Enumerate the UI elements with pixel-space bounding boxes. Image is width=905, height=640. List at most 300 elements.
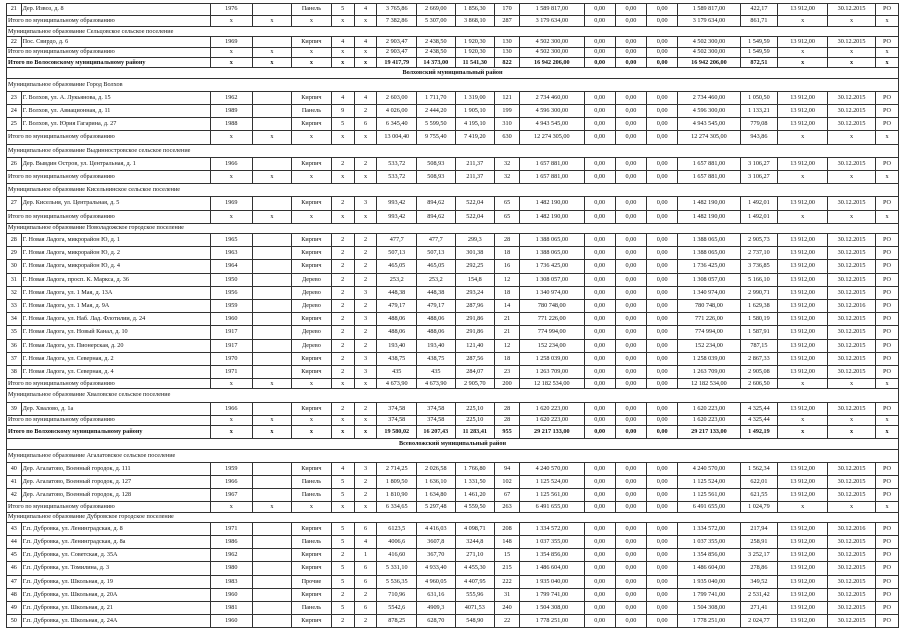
table-cell: 0,00 bbox=[615, 91, 646, 104]
table-cell: 2 bbox=[354, 615, 377, 628]
table-cell: 0,00 bbox=[647, 415, 678, 425]
table-cell: 45 bbox=[7, 549, 22, 562]
table-cell: 12 182 534,00 bbox=[520, 379, 585, 389]
table-cell: 488,06 bbox=[377, 313, 417, 326]
table-cell: 0,00 bbox=[647, 299, 678, 312]
table-row bbox=[7, 313, 899, 326]
table-cell: x bbox=[354, 210, 377, 223]
table-cell: 13 912,00 bbox=[778, 326, 828, 339]
table-cell: 1 580,19 bbox=[740, 313, 777, 326]
table-cell: 1 657 881,00 bbox=[520, 157, 585, 170]
table-cell: 49 bbox=[7, 602, 22, 615]
table-cell: 2 bbox=[331, 588, 354, 601]
table-cell: 170 bbox=[495, 4, 520, 16]
table-cell: 6123,5 bbox=[377, 522, 417, 535]
subtotal-row bbox=[7, 131, 899, 144]
table-cell: 222 bbox=[495, 575, 520, 588]
table-cell: 4 bbox=[331, 37, 354, 47]
table-cell: 1 037 355,00 bbox=[520, 536, 585, 549]
table-cell: 30.12.2015 bbox=[828, 352, 876, 365]
table-cell: x bbox=[210, 58, 252, 68]
table-row bbox=[7, 588, 899, 601]
table-cell: 2 438,50 bbox=[417, 37, 456, 47]
table-cell: x bbox=[875, 131, 898, 144]
table-cell bbox=[252, 91, 292, 104]
table-cell: Дерево bbox=[292, 273, 332, 286]
table-cell: 0,00 bbox=[584, 91, 615, 104]
table-cell: 152 234,00 bbox=[678, 339, 740, 352]
table-cell: 780 748,00 bbox=[520, 299, 585, 312]
table-cell: Дерево bbox=[292, 326, 332, 339]
table-cell: 30.12.2015 bbox=[828, 260, 876, 273]
table-cell: 0,00 bbox=[647, 475, 678, 488]
table-cell: 0,00 bbox=[615, 379, 646, 389]
table-cell: 0,00 bbox=[647, 352, 678, 365]
subtotal-row bbox=[7, 415, 899, 425]
table-cell: 4 960,05 bbox=[417, 575, 456, 588]
table-cell: 13 912,00 bbox=[778, 536, 828, 549]
table-cell: 1 589 817,00 bbox=[520, 4, 585, 16]
table-cell: x bbox=[331, 47, 354, 57]
table-cell: Кирпич bbox=[292, 522, 332, 535]
district-title: Всеволожский муниципальный район bbox=[7, 439, 899, 449]
table-cell: 6 bbox=[354, 118, 377, 131]
table-cell: 13 004,40 bbox=[377, 131, 417, 144]
table-cell: x bbox=[331, 426, 354, 439]
table-cell: 2 bbox=[354, 339, 377, 352]
table-cell: 37 bbox=[7, 352, 22, 365]
table-cell: x bbox=[778, 15, 828, 27]
table-cell: Кирпич bbox=[292, 615, 332, 628]
address-cell: Г. Новая Ладога, ул. 1 Мая, д. 13А bbox=[21, 286, 210, 299]
table-cell: 0,00 bbox=[647, 58, 678, 68]
table-cell: Панель bbox=[292, 602, 332, 615]
table-cell: x bbox=[778, 170, 828, 183]
table-cell: 0,00 bbox=[647, 273, 678, 286]
table-cell: РО bbox=[875, 562, 898, 575]
address-cell: Г. Новая Ладога, ул. Северная, д. 2 bbox=[21, 352, 210, 365]
address-cell: Г. Новая Ладога, ул. Наб. Лад. Флотилии, д. 24 bbox=[21, 313, 210, 326]
table-cell: 0,00 bbox=[615, 575, 646, 588]
address-cell: Дер. Извоз, д. 8 bbox=[21, 4, 210, 16]
table-cell: РО bbox=[875, 462, 898, 475]
table-cell: x bbox=[210, 379, 252, 389]
table-cell: РО bbox=[875, 588, 898, 601]
table-cell: 42 bbox=[7, 489, 22, 502]
table-cell: x bbox=[252, 170, 292, 183]
table-row bbox=[7, 475, 899, 488]
table-cell: 3 106,27 bbox=[740, 157, 777, 170]
table-row bbox=[7, 615, 899, 628]
table-cell: x bbox=[875, 47, 898, 57]
table-cell: x bbox=[778, 502, 828, 512]
table-cell: 30.12.2015 bbox=[828, 326, 876, 339]
table-cell: РО bbox=[875, 475, 898, 488]
table-cell: 4 bbox=[354, 91, 377, 104]
table-cell: РО bbox=[875, 234, 898, 247]
table-cell: 1960 bbox=[210, 615, 252, 628]
table-cell: 0,00 bbox=[584, 118, 615, 131]
table-row bbox=[7, 234, 899, 247]
table-cell: РО bbox=[875, 326, 898, 339]
district-header-row bbox=[7, 439, 899, 449]
table-cell: 2 444,20 bbox=[417, 105, 456, 118]
table-cell: 13 912,00 bbox=[778, 313, 828, 326]
table-cell: 0,00 bbox=[584, 475, 615, 488]
table-cell: x bbox=[354, 379, 377, 389]
table-cell: 628,70 bbox=[417, 615, 456, 628]
table-cell: 1 935 040,00 bbox=[520, 575, 585, 588]
table-cell: 993,42 bbox=[377, 210, 417, 223]
table-cell: x bbox=[252, 415, 292, 425]
table-cell: РО bbox=[875, 157, 898, 170]
table-cell: 522,04 bbox=[455, 210, 495, 223]
municipality-title: Муниципальное образование Город Волхов bbox=[7, 78, 899, 91]
table-cell: 291,86 bbox=[455, 326, 495, 339]
table-cell: 1 549,59 bbox=[740, 47, 777, 57]
municipality-title: Муниципальное образование Новоладожское городское поселение bbox=[7, 223, 899, 233]
table-cell: x bbox=[875, 426, 898, 439]
table-cell: 0,00 bbox=[647, 489, 678, 502]
table-cell: 1963 bbox=[210, 247, 252, 260]
table-cell: 955 bbox=[495, 426, 520, 439]
table-cell: 1 482 190,00 bbox=[678, 210, 740, 223]
table-cell: 7 382,86 bbox=[377, 15, 417, 27]
table-cell: x bbox=[875, 15, 898, 27]
table-cell: x bbox=[778, 415, 828, 425]
subtotal-row bbox=[7, 210, 899, 223]
subtotal-label: Итого по муниципальному образованию bbox=[7, 170, 211, 183]
address-cell: Г.п. Дубровка, ул. Школьная, д. 24А bbox=[21, 615, 210, 628]
table-cell: 1 482 190,00 bbox=[520, 210, 585, 223]
table-cell: 46 bbox=[7, 562, 22, 575]
table-cell: 2 bbox=[354, 234, 377, 247]
table-cell: x bbox=[778, 47, 828, 57]
table-cell: 1 549,59 bbox=[740, 37, 777, 47]
table-cell: 301,38 bbox=[455, 247, 495, 260]
table-cell: 4 416,03 bbox=[417, 522, 456, 535]
table-cell: 1 778 251,00 bbox=[520, 615, 585, 628]
table-cell: 0,00 bbox=[647, 339, 678, 352]
table-cell: 13 912,00 bbox=[778, 615, 828, 628]
table-cell: 18 bbox=[495, 352, 520, 365]
table-cell: 0,00 bbox=[615, 489, 646, 502]
table-cell: x bbox=[331, 170, 354, 183]
table-cell: 2 bbox=[331, 247, 354, 260]
table-cell: 0,00 bbox=[584, 365, 615, 378]
table-cell: 299,3 bbox=[455, 234, 495, 247]
table-cell: 0,00 bbox=[647, 602, 678, 615]
municipality-header-row bbox=[7, 389, 899, 402]
table-cell: 14 373,00 bbox=[417, 58, 456, 68]
table-cell: РО bbox=[875, 37, 898, 47]
table-cell: 41 bbox=[7, 475, 22, 488]
table-cell: Дерево bbox=[292, 299, 332, 312]
table-cell bbox=[252, 575, 292, 588]
table-cell: 0,00 bbox=[647, 379, 678, 389]
table-cell: 29 217 133,00 bbox=[678, 426, 740, 439]
table-cell: 4 502 300,00 bbox=[678, 47, 740, 57]
table-cell: 6 334,65 bbox=[377, 502, 417, 512]
table-cell: 2 bbox=[354, 247, 377, 260]
table-cell: РО bbox=[875, 197, 898, 210]
municipality-header-row bbox=[7, 144, 899, 157]
table-cell: 2 bbox=[354, 326, 377, 339]
table-cell: 4 559,50 bbox=[455, 502, 495, 512]
table-cell: 548,90 bbox=[455, 615, 495, 628]
table-cell: 0,00 bbox=[615, 402, 646, 415]
table-cell: 0,00 bbox=[647, 575, 678, 588]
table-cell: 1 263 709,00 bbox=[678, 365, 740, 378]
table-cell: 4 502 300,00 bbox=[520, 37, 585, 47]
table-cell: 2 603,00 bbox=[377, 91, 417, 104]
table-cell: 0,00 bbox=[647, 210, 678, 223]
table-row bbox=[7, 352, 899, 365]
table-cell: 0,00 bbox=[584, 426, 615, 439]
table-cell: 4 bbox=[354, 4, 377, 16]
table-cell: 2 bbox=[354, 299, 377, 312]
table-cell: 21 bbox=[495, 326, 520, 339]
table-cell: 0,00 bbox=[615, 131, 646, 144]
table-cell: 508,93 bbox=[417, 157, 456, 170]
table-cell bbox=[252, 157, 292, 170]
table-cell: 6 345,40 bbox=[377, 118, 417, 131]
table-cell: x bbox=[292, 426, 332, 439]
table-cell: 0,00 bbox=[615, 352, 646, 365]
table-cell: x bbox=[875, 502, 898, 512]
table-cell: 13 912,00 bbox=[778, 91, 828, 104]
table-cell: x bbox=[354, 426, 377, 439]
subtotal-label: Итого по Волосовскому муниципальному району bbox=[7, 58, 211, 68]
table-cell bbox=[252, 105, 292, 118]
table-cell: x bbox=[210, 47, 252, 57]
table-cell: 6 491 655,00 bbox=[520, 502, 585, 512]
municipality-title: Муниципальное образование Выдинностровское сельское поселение bbox=[7, 144, 899, 157]
table-row bbox=[7, 260, 899, 273]
table-cell: 13 912,00 bbox=[778, 4, 828, 16]
table-cell: 0,00 bbox=[647, 326, 678, 339]
table-cell: 13 912,00 bbox=[778, 299, 828, 312]
table-cell: 211,37 bbox=[455, 157, 495, 170]
table-cell: 50 bbox=[7, 615, 22, 628]
table-cell: 28 bbox=[495, 234, 520, 247]
table-cell: x bbox=[778, 210, 828, 223]
table-cell: 30.12.2016 bbox=[828, 299, 876, 312]
table-cell: 18 bbox=[495, 247, 520, 260]
table-cell: РО bbox=[875, 91, 898, 104]
table-cell: 1 037 355,00 bbox=[678, 536, 740, 549]
table-cell: 2 438,50 bbox=[417, 47, 456, 57]
table-cell: 13 912,00 bbox=[778, 37, 828, 47]
table-cell: x bbox=[354, 47, 377, 57]
table-cell: 1 935 040,00 bbox=[678, 575, 740, 588]
table-cell: Кирпич bbox=[292, 462, 332, 475]
table-cell: 30.12.2015 bbox=[828, 339, 876, 352]
address-cell: Г. Новая Ладога, просп. К. Маркса, д. 36 bbox=[21, 273, 210, 286]
address-cell: Г. Новая Ладога, микрорайон Ю, д. 2 bbox=[21, 247, 210, 260]
table-cell: Кирпич bbox=[292, 365, 332, 378]
table-cell: 1 334 572,00 bbox=[678, 522, 740, 535]
table-cell: 199 bbox=[495, 105, 520, 118]
table-cell bbox=[252, 260, 292, 273]
table-cell: x bbox=[331, 415, 354, 425]
table-cell: Кирпич bbox=[292, 588, 332, 601]
address-cell: Г. Новая Ладога, микрорайон Ю, д. 1 bbox=[21, 234, 210, 247]
table-cell: 4 195,10 bbox=[455, 118, 495, 131]
table-cell bbox=[252, 313, 292, 326]
table-cell: 19 580,02 bbox=[377, 426, 417, 439]
table-cell: 0,00 bbox=[647, 157, 678, 170]
table-cell: 438,75 bbox=[417, 352, 456, 365]
table-cell: x bbox=[331, 502, 354, 512]
table-cell: 1 308 057,00 bbox=[678, 273, 740, 286]
table-cell: 39 bbox=[7, 402, 22, 415]
table-cell: 13 912,00 bbox=[778, 157, 828, 170]
table-cell: 349,52 bbox=[740, 575, 777, 588]
table-cell: 0,00 bbox=[584, 299, 615, 312]
table-cell: Кирпич bbox=[292, 118, 332, 131]
subtotal-label: Итого по муниципальному образованию bbox=[7, 379, 211, 389]
table-cell: 0,00 bbox=[615, 326, 646, 339]
table-cell: 878,25 bbox=[377, 615, 417, 628]
table-cell: 0,00 bbox=[647, 462, 678, 475]
table-cell: x bbox=[210, 15, 252, 27]
table-cell: 3 736,85 bbox=[740, 260, 777, 273]
municipality-title: Муниципальное образование Кисельнинское сельское поселение bbox=[7, 184, 899, 197]
table-cell: x bbox=[828, 170, 876, 183]
table-cell: 477,7 bbox=[417, 234, 456, 247]
table-cell: 1 334 572,00 bbox=[520, 522, 585, 535]
table-cell: 30.12.2015 bbox=[828, 402, 876, 415]
table-cell: 1 620 223,00 bbox=[678, 415, 740, 425]
table-cell: 0,00 bbox=[584, 339, 615, 352]
table-cell: 1 482 190,00 bbox=[520, 197, 585, 210]
table-cell: 2 024,77 bbox=[740, 615, 777, 628]
table-cell: 1965 bbox=[210, 234, 252, 247]
table-cell: 3 bbox=[354, 462, 377, 475]
table-cell: 23 bbox=[7, 91, 22, 104]
table-cell: РО bbox=[875, 313, 898, 326]
table-cell: 13 912,00 bbox=[778, 339, 828, 352]
table-cell: 13 912,00 bbox=[778, 118, 828, 131]
table-cell: 465,05 bbox=[377, 260, 417, 273]
table-cell: 488,06 bbox=[417, 313, 456, 326]
table-cell: 32 bbox=[495, 157, 520, 170]
table-row bbox=[7, 105, 899, 118]
table-cell: 4 bbox=[331, 91, 354, 104]
table-cell: 1 482 190,00 bbox=[678, 197, 740, 210]
table-cell: 1 492,01 bbox=[740, 210, 777, 223]
table-cell: 271,41 bbox=[740, 602, 777, 615]
table-cell: 0,00 bbox=[615, 247, 646, 260]
table-cell: 1 629,38 bbox=[740, 299, 777, 312]
table-cell: 1 492,01 bbox=[740, 197, 777, 210]
table-cell bbox=[252, 286, 292, 299]
table-cell: 374,58 bbox=[417, 402, 456, 415]
table-cell: x bbox=[331, 131, 354, 144]
table-cell: 1950 bbox=[210, 273, 252, 286]
table-cell: РО bbox=[875, 536, 898, 549]
table-cell: 0,00 bbox=[584, 602, 615, 615]
table-cell bbox=[252, 549, 292, 562]
table-cell: 448,38 bbox=[417, 286, 456, 299]
subtotal-label: Итого по муниципальному образованию bbox=[7, 131, 211, 144]
table-cell: x bbox=[210, 415, 252, 425]
table-cell: 771 226,00 bbox=[678, 313, 740, 326]
table-cell: 287,56 bbox=[455, 352, 495, 365]
table-cell: x bbox=[828, 47, 876, 57]
table-cell: 5 bbox=[331, 562, 354, 575]
table-cell: Кирпич bbox=[292, 247, 332, 260]
table-cell bbox=[252, 234, 292, 247]
table-cell: x bbox=[828, 415, 876, 425]
capital-repair-register-table bbox=[6, 3, 899, 628]
table-cell: 0,00 bbox=[615, 37, 646, 47]
table-cell: 30.12.2015 bbox=[828, 602, 876, 615]
address-cell: Дер. Кисельня, ул. Центральная, д. 5 bbox=[21, 197, 210, 210]
table-cell: 993,42 bbox=[377, 197, 417, 210]
table-cell: 5 331,10 bbox=[377, 562, 417, 575]
table-row bbox=[7, 522, 899, 535]
table-cell: x bbox=[828, 131, 876, 144]
table-cell: 4 026,00 bbox=[377, 105, 417, 118]
table-cell: 1 354 856,00 bbox=[678, 549, 740, 562]
table-cell: 13 912,00 bbox=[778, 575, 828, 588]
table-cell: 65 bbox=[495, 210, 520, 223]
table-cell: 488,06 bbox=[417, 326, 456, 339]
table-cell: 435 bbox=[417, 365, 456, 378]
table-cell: 0,00 bbox=[615, 549, 646, 562]
table-cell: 2 bbox=[354, 402, 377, 415]
table-cell bbox=[252, 37, 292, 47]
table-cell: 154,8 bbox=[455, 273, 495, 286]
table-cell: 12 274 305,00 bbox=[520, 131, 585, 144]
address-cell: Дер. Агалатово, Военный городок, д. 128 bbox=[21, 489, 210, 502]
table-cell: 1 587,91 bbox=[740, 326, 777, 339]
table-cell: x bbox=[778, 58, 828, 68]
table-cell bbox=[252, 339, 292, 352]
table-cell: 225,10 bbox=[455, 402, 495, 415]
table-cell: 1969 bbox=[210, 197, 252, 210]
table-cell: 4071,53 bbox=[455, 602, 495, 615]
table-cell: 30.12.2015 bbox=[828, 37, 876, 47]
table-cell: 422,17 bbox=[740, 4, 777, 16]
table-cell: 2 905,70 bbox=[455, 379, 495, 389]
address-cell: Г.п. Дубровка, ул. Ленинградская, д. 8 bbox=[21, 522, 210, 535]
table-cell: 30.12.2015 bbox=[828, 462, 876, 475]
table-cell: 3 bbox=[354, 352, 377, 365]
municipality-header-row bbox=[7, 78, 899, 91]
table-cell: 258,91 bbox=[740, 536, 777, 549]
table-cell: 193,40 bbox=[417, 339, 456, 352]
table-cell: 0,00 bbox=[615, 615, 646, 628]
table-cell: 3 179 634,00 bbox=[520, 15, 585, 27]
table-cell: 1964 bbox=[210, 260, 252, 273]
table-cell: 29 217 133,00 bbox=[520, 426, 585, 439]
address-cell: Дер. Агалатово, Военный городок, д. 127 bbox=[21, 475, 210, 488]
table-cell: 448,38 bbox=[377, 286, 417, 299]
table-cell: 1 125 561,00 bbox=[678, 489, 740, 502]
table-cell: 0,00 bbox=[615, 105, 646, 118]
table-cell: x bbox=[331, 210, 354, 223]
table-cell: 1 486 604,00 bbox=[678, 562, 740, 575]
table-cell: 435 bbox=[377, 365, 417, 378]
table-cell: 9 bbox=[331, 105, 354, 118]
table-cell: 771 226,00 bbox=[520, 313, 585, 326]
table-cell: 0,00 bbox=[615, 157, 646, 170]
table-cell bbox=[252, 247, 292, 260]
table-cell: 0,00 bbox=[615, 234, 646, 247]
